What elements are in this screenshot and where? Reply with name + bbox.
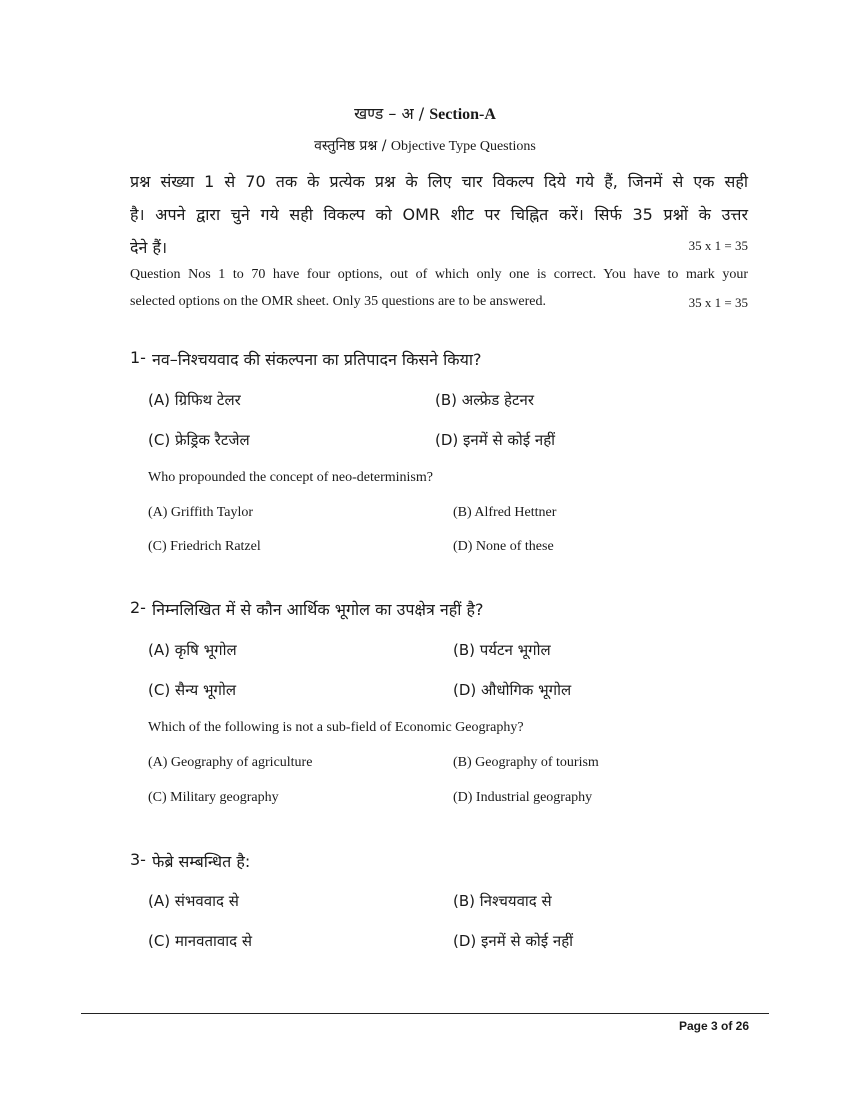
- section-title-english: Section-A: [429, 106, 496, 123]
- question-2-hindi-option-a: (A) कृषि भूगोल: [148, 641, 237, 659]
- question-2-english-option-b: (B) Geography of tourism: [453, 755, 599, 770]
- question-3-hindi-option-d: (D) इनमें से कोई नहीं: [453, 932, 574, 950]
- question-1-english: Who propounded the concept of neo-determinism?: [148, 470, 433, 485]
- question-3-hindi-option-c: (C) मानवतावाद से: [148, 932, 252, 950]
- question-1-hindi-option-d: (D) इनमें से कोई नहीं: [435, 431, 556, 449]
- question-1-hindi-option-a: (A) ग्रिफिथ टेलर: [148, 391, 241, 409]
- instruction-hindi-line-2: है। अपने द्वारा चुने गये सही विकल्प को OMR शीट पर चिह्नित करें। सिर्फ 35 प्रश्नों के उत्तर: [130, 205, 748, 224]
- instruction-hindi-line-1: प्रश्न संख्या 1 से 70 तक के प्रत्येक प्रश्न के लिए चार विकल्प दिये गये हैं, जिनमें से एक सही: [130, 172, 748, 191]
- page-number: Page 3 of 26: [678, 1019, 749, 1033]
- question-1-english-option-d: (D) None of these: [453, 539, 554, 554]
- question-1-english-option-c: (C) Friedrich Ratzel: [148, 539, 261, 554]
- question-2-hindi-option-c: (C) सैन्य भूगोल: [148, 681, 237, 699]
- instruction-english-marks: 35 x 1 = 35: [688, 295, 748, 310]
- section-title-hindi: खण्ड – अ /: [354, 104, 430, 123]
- question-1-hindi-option-c: (C) फ्रेड्रिक रैटजेल: [148, 431, 250, 449]
- footer-divider: [81, 1013, 769, 1014]
- instruction-english-line-2: selected options on the OMR sheet. Only 35 questions are to be answered.: [130, 294, 547, 309]
- question-2-english-option-d: (D) Industrial geography: [453, 790, 593, 805]
- question-2-english-option-a: (A) Geography of agriculture: [148, 755, 313, 770]
- subtitle-hindi: वस्तुनिष्ठ प्रश्न /: [314, 138, 391, 154]
- question-2-english: Which of the following is not a sub-field of Economic Geography?: [148, 720, 524, 735]
- question-2-hindi-option-b: (B) पर्यटन भूगोल: [453, 641, 551, 659]
- question-3-hindi-option-b: (B) निश्चयवाद से: [453, 892, 552, 910]
- instruction-hindi-line-3: देने हैं।: [130, 238, 168, 257]
- question-number: 2-: [130, 598, 146, 617]
- question-1-english-option-b: (B) Alfred Hettner: [453, 505, 557, 520]
- question-number: 1-: [130, 348, 146, 367]
- section-subtitle: [0, 136, 850, 155]
- question-2-english-option-c: (C) Military geography: [148, 790, 279, 805]
- section-title: [0, 102, 850, 124]
- subtitle-english: Objective Type Questions: [390, 139, 536, 154]
- instruction-english-line-1: Question Nos 1 to 70 have four options, out of which only one is correct. You have to mark your: [130, 267, 748, 282]
- question-3-hindi-option-a: (A) संभववाद से: [148, 892, 239, 910]
- question-2-hindi-option-d: (D) औधोगिक भूगोल: [453, 681, 572, 699]
- question-1-hindi: नव–निश्चयवाद की संकल्पना का प्रतिपादन किसने किया?: [152, 350, 482, 369]
- instruction-hindi-marks: 35 x 1 = 35: [688, 238, 748, 253]
- question-1-english-option-a: (A) Griffith Taylor: [148, 505, 254, 520]
- question-number: 3-: [130, 850, 146, 869]
- question-1-hindi-option-b: (B) अल्फ्रेड हेटनर: [435, 391, 535, 409]
- question-3-hindi: फेब्रे सम्बन्धित है:: [152, 852, 251, 871]
- question-2-hindi: निम्नलिखित में से कौन आर्थिक भूगोल का उपक्षेत्र नहीं है?: [152, 600, 484, 619]
